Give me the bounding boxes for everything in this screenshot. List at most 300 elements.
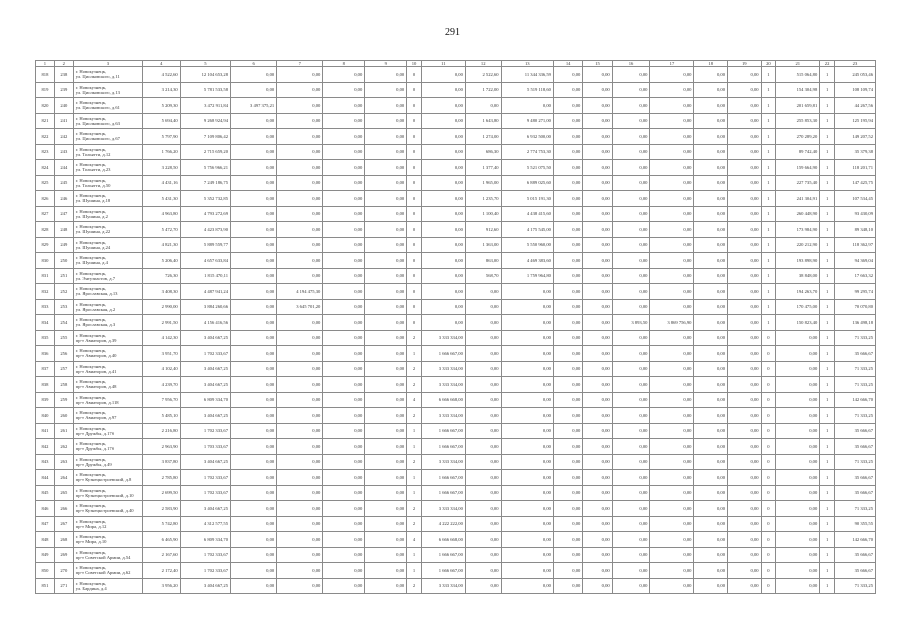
address-cell	[73, 361, 142, 377]
value-cell: 0,00	[323, 299, 365, 315]
address-street: ул. Шушина, д.22	[75, 229, 111, 235]
address-cell	[73, 284, 142, 300]
address-street: ул. Тольятти, д.12	[75, 151, 111, 157]
count-cell: 0	[761, 377, 776, 393]
cost-cell: 0,00	[776, 485, 820, 501]
value-cell: 0,00	[553, 82, 582, 98]
column-number-header: 11	[421, 61, 465, 67]
address-street: ул. Ярославская, д.2	[75, 306, 116, 312]
value-cell: 0,00	[728, 361, 762, 377]
count-cell: 0	[761, 485, 776, 501]
cost-cell: 0,00	[776, 408, 820, 424]
object-number-cell: 256	[54, 346, 73, 362]
count-cell: 1	[761, 222, 776, 238]
value-cell: 0,00	[694, 547, 728, 563]
value-cell: 0,00	[365, 470, 407, 486]
value-cell: 0,00	[694, 113, 728, 129]
address-city: г. Новокузнецк,	[75, 115, 107, 121]
value-cell: 0,00	[728, 315, 762, 331]
table-row	[36, 377, 876, 393]
cost-cell: 0,00	[776, 392, 820, 408]
address-cell	[73, 222, 142, 238]
value-cell: 0,00	[231, 144, 277, 160]
value-cell: 0,00	[612, 67, 650, 83]
value-cell: 0,00	[421, 206, 465, 222]
table-row	[36, 67, 876, 83]
cost-cell: 70 070,80	[834, 299, 875, 315]
address-street: пр-т Дружбы, д.17б	[75, 446, 115, 452]
value-cell: 0,00	[583, 253, 612, 269]
value-cell: 0,00	[553, 191, 582, 207]
value-cell: 0,00	[612, 547, 650, 563]
value-cell: 0,00	[277, 408, 323, 424]
address-cell	[73, 377, 142, 393]
value-cell: 0,00	[728, 206, 762, 222]
count-cell: 0	[761, 532, 776, 548]
cost-cell: 71 333,25	[834, 408, 875, 424]
value-cell: 0,00	[323, 516, 365, 532]
value-cell: 0,00	[323, 315, 365, 331]
object-number-cell: 241	[54, 113, 73, 129]
value-cell: 0,00	[728, 439, 762, 455]
value-cell: 1 666 667,00	[421, 346, 465, 362]
total-cost-cell: 3 404 667,25	[180, 361, 230, 377]
value-cell: 0,00	[694, 82, 728, 98]
column-number-header: 16	[612, 61, 650, 67]
value-cell: 0,00	[583, 330, 612, 346]
value-cell: 0,00	[612, 532, 650, 548]
value-cell: 0,00	[365, 516, 407, 532]
value-cell: 0,00	[650, 377, 694, 393]
value-cell: 0,00	[728, 516, 762, 532]
count-cell: 1	[820, 98, 835, 114]
value-cell: 0,00	[277, 315, 323, 331]
value-cell: 0,00	[728, 563, 762, 579]
value-cell: 0,00	[231, 516, 277, 532]
value-cell: 0,00	[501, 330, 553, 346]
value-cell: 0,00	[612, 129, 650, 145]
value-cell: 0,00	[650, 330, 694, 346]
value-cell: 4 222 222,00	[421, 516, 465, 532]
value-cell: 0,00	[583, 470, 612, 486]
value-cell: 0,00	[365, 253, 407, 269]
cost-cell: 17 663,32	[834, 268, 875, 284]
count-cell: 1	[761, 237, 776, 253]
value-cell: 0,00	[612, 237, 650, 253]
count-cell: 1	[761, 206, 776, 222]
value-cell: 4 438 415,60	[501, 206, 553, 222]
area-cell: 3 956,20	[142, 578, 180, 594]
object-number-cell: 271	[54, 578, 73, 594]
area-cell: 1 766,20	[142, 144, 180, 160]
address-city: г. Новокузнецк,	[75, 177, 107, 183]
object-number-cell: 262	[54, 439, 73, 455]
row-number-cell: 839	[36, 392, 55, 408]
count-cell: 1	[761, 253, 776, 269]
value-cell: 0,00	[694, 408, 728, 424]
address-cell	[73, 563, 142, 579]
value-cell: 0,00	[694, 454, 728, 470]
value-cell: 0,00	[694, 268, 728, 284]
area-cell: 4 142,30	[142, 330, 180, 346]
cost-cell: 35 666,67	[834, 346, 875, 362]
value-cell: 0,00	[612, 485, 650, 501]
value-cell: 0,00	[231, 330, 277, 346]
address-cell	[73, 67, 142, 83]
area-cell: 4 102,40	[142, 361, 180, 377]
value-cell: 0,00	[365, 361, 407, 377]
value-cell: 0,00	[323, 423, 365, 439]
cost-cell: 35 666,67	[834, 485, 875, 501]
value-cell: 0,00	[728, 82, 762, 98]
value-cell: 0,00	[465, 98, 501, 114]
value-cell: 0,00	[553, 532, 582, 548]
address-city: г. Новокузнецк,	[75, 286, 107, 292]
value-cell: 0,00	[650, 129, 694, 145]
value-cell: 0,00	[583, 222, 612, 238]
value-cell: 0,00	[231, 361, 277, 377]
value-cell: 0,00	[323, 408, 365, 424]
value-cell: 0,00	[650, 423, 694, 439]
address-street: ул. Ярославская, д.3	[75, 322, 116, 328]
area-cell: 3 228,50	[142, 160, 180, 176]
row-number-cell: 821	[36, 113, 55, 129]
total-cost-cell: 5 352 732,85	[180, 191, 230, 207]
cost-cell: 0,00	[776, 501, 820, 517]
column-number-header: 19	[728, 61, 762, 67]
value-cell: 0,00	[728, 532, 762, 548]
row-number-cell: 820	[36, 98, 55, 114]
count-cell: 1	[761, 160, 776, 176]
value-cell: 0,00	[612, 377, 650, 393]
value-cell: 0,00	[694, 392, 728, 408]
value-cell: 0,00	[612, 98, 650, 114]
total-cost-cell: 6 809 334,70	[180, 532, 230, 548]
value-cell: 0,00	[465, 284, 501, 300]
value-cell: 0,00	[583, 392, 612, 408]
value-cell: 0,00	[231, 237, 277, 253]
row-number-cell: 823	[36, 144, 55, 160]
address-cell	[73, 160, 142, 176]
column-number-header: 10	[407, 61, 422, 67]
address-cell	[73, 485, 142, 501]
object-number-cell: 264	[54, 470, 73, 486]
value-cell: 0,00	[694, 361, 728, 377]
value-cell: 0,00	[650, 578, 694, 594]
table-row	[36, 237, 876, 253]
value-cell: 0,00	[583, 408, 612, 424]
value-cell: 0,00	[465, 315, 501, 331]
cost-cell: 0,00	[776, 330, 820, 346]
value-cell: 0,00	[694, 470, 728, 486]
value-cell: 0,00	[553, 501, 582, 517]
value-cell: 5 521 075,50	[501, 160, 553, 176]
cost-cell: 71 333,25	[834, 454, 875, 470]
cost-cell: 0,00	[776, 454, 820, 470]
area-cell: 4 239,70	[142, 377, 180, 393]
value-cell: 0	[407, 144, 422, 160]
count-cell: 1	[820, 268, 835, 284]
value-cell: 3 497 375,21	[231, 98, 277, 114]
value-cell: 0,00	[277, 563, 323, 579]
value-cell: 0,00	[728, 98, 762, 114]
value-cell: 0,00	[612, 284, 650, 300]
column-number-header: 18	[694, 61, 728, 67]
value-cell: 0,00	[231, 160, 277, 176]
value-cell: 0,00	[323, 160, 365, 176]
value-cell: 0,00	[583, 516, 612, 532]
row-number-cell: 835	[36, 330, 55, 346]
value-cell: 0,00	[728, 547, 762, 563]
table-row	[36, 501, 876, 517]
value-cell: 3 333 334,00	[421, 454, 465, 470]
value-cell: 0,00	[277, 67, 323, 83]
value-cell: 0,00	[728, 346, 762, 362]
value-cell: 0,00	[728, 423, 762, 439]
value-cell: 0,00	[728, 113, 762, 129]
address-street: ул. Циолковского, д.13	[75, 89, 120, 95]
row-number-cell: 843	[36, 454, 55, 470]
value-cell: 0,00	[323, 563, 365, 579]
value-cell: 0,00	[501, 408, 553, 424]
value-cell: 0,00	[553, 98, 582, 114]
value-cell: 0,00	[501, 516, 553, 532]
value-cell: 0,00	[728, 144, 762, 160]
value-cell: 6 666 668,00	[421, 532, 465, 548]
value-cell: 0,00	[553, 346, 582, 362]
total-cost-cell: 7 249 186,75	[180, 175, 230, 191]
address-city: г. Новокузнецк,	[75, 301, 107, 307]
count-cell: 0	[761, 439, 776, 455]
value-cell: 0,00	[553, 67, 582, 83]
address-street: ул. Циолковского, д.63	[75, 120, 120, 126]
value-cell: 0,00	[650, 268, 694, 284]
address-cell	[73, 98, 142, 114]
area-cell: 4 431,16	[142, 175, 180, 191]
value-cell: 0,00	[323, 485, 365, 501]
value-cell: 4 194 475,30	[277, 284, 323, 300]
row-number-cell: 842	[36, 439, 55, 455]
value-cell: 0,00	[553, 175, 582, 191]
value-cell: 0,00	[277, 144, 323, 160]
value-cell: 0,00	[323, 268, 365, 284]
address-cell	[73, 423, 142, 439]
value-cell: 0,00	[323, 113, 365, 129]
address-city: г. Новокузнецк,	[75, 131, 107, 137]
value-cell: 0,00	[365, 237, 407, 253]
value-cell: 0,00	[501, 284, 553, 300]
cost-cell: 159 664,90	[776, 160, 820, 176]
value-cell: 0,00	[365, 206, 407, 222]
value-cell: 0,00	[553, 408, 582, 424]
value-cell: 0,00	[694, 330, 728, 346]
address-city: г. Новокузнецк,	[75, 239, 107, 245]
table-row	[36, 532, 876, 548]
value-cell: 0,00	[694, 299, 728, 315]
count-cell: 1	[820, 284, 835, 300]
object-number-cell: 265	[54, 485, 73, 501]
address-cell	[73, 175, 142, 191]
value-cell: 0,00	[553, 485, 582, 501]
value-cell: 0,00	[277, 346, 323, 362]
area-cell: 2 172,40	[142, 563, 180, 579]
value-cell: 6 889 025,60	[501, 175, 553, 191]
address-city: г. Новокузнецк,	[75, 456, 107, 462]
value-cell: 0,00	[650, 206, 694, 222]
count-cell: 1	[761, 129, 776, 145]
count-cell: 1	[820, 237, 835, 253]
table-row	[36, 485, 876, 501]
row-number-cell: 847	[36, 516, 55, 532]
object-number-cell: 269	[54, 547, 73, 563]
count-cell: 1	[820, 516, 835, 532]
area-cell: 5 472,70	[142, 222, 180, 238]
count-cell: 1	[820, 160, 835, 176]
object-number-cell: 259	[54, 392, 73, 408]
total-cost-cell: 3 404 667,25	[180, 454, 230, 470]
count-cell: 0	[761, 423, 776, 439]
value-cell: 0,00	[231, 268, 277, 284]
count-cell: 1	[820, 454, 835, 470]
cost-cell: 89 348,10	[834, 222, 875, 238]
value-cell: 0,00	[650, 222, 694, 238]
count-cell: 1	[761, 315, 776, 331]
value-cell: 0,00	[365, 439, 407, 455]
address-street: ул. Шушина, д.4	[75, 260, 108, 266]
value-cell: 0	[407, 268, 422, 284]
value-cell: 0,00	[553, 392, 582, 408]
value-cell: 0,00	[583, 439, 612, 455]
object-number-cell: 251	[54, 268, 73, 284]
value-cell: 0,00	[650, 501, 694, 517]
value-cell: 0,00	[694, 175, 728, 191]
total-cost-cell: 1 702 333,67	[180, 346, 230, 362]
value-cell: 0,00	[365, 532, 407, 548]
value-cell: 0,00	[277, 547, 323, 563]
object-number-cell: 246	[54, 191, 73, 207]
cost-cell: 0,00	[776, 423, 820, 439]
value-cell: 0,00	[728, 191, 762, 207]
value-cell: 0,00	[583, 377, 612, 393]
value-cell: 0,00	[323, 98, 365, 114]
cost-cell: 71 333,25	[834, 361, 875, 377]
value-cell: 0,00	[365, 222, 407, 238]
address-street: пр-т Мира, д.10	[75, 539, 107, 545]
value-cell: 0,00	[553, 315, 582, 331]
value-cell: 0,00	[612, 392, 650, 408]
value-cell: 0,00	[323, 82, 365, 98]
address-cell	[73, 392, 142, 408]
value-cell: 0,00	[553, 516, 582, 532]
count-cell: 1	[820, 206, 835, 222]
cost-cell: 220 212,90	[776, 237, 820, 253]
value-cell: 0,00	[501, 439, 553, 455]
value-cell: 0,00	[612, 191, 650, 207]
address-city: г. Новокузнецк,	[75, 487, 107, 493]
table-row	[36, 160, 876, 176]
count-cell: 0	[761, 454, 776, 470]
value-cell: 0,00	[694, 485, 728, 501]
cost-cell: 71 333,25	[834, 330, 875, 346]
value-cell: 0,00	[501, 501, 553, 517]
object-number-cell: 258	[54, 377, 73, 393]
value-cell: 0,00	[365, 315, 407, 331]
area-cell: 2 990,00	[142, 299, 180, 315]
value-cell: 0,00	[650, 144, 694, 160]
cost-cell: 108 109,74	[834, 82, 875, 98]
value-cell: 3 333 334,00	[421, 377, 465, 393]
value-cell: 0,00	[365, 144, 407, 160]
count-cell: 1	[820, 532, 835, 548]
cost-cell: 136 498,18	[834, 315, 875, 331]
column-number-header: 12	[465, 61, 501, 67]
value-cell: 568,70	[465, 268, 501, 284]
value-cell: 0,00	[365, 82, 407, 98]
value-cell: 0	[407, 160, 422, 176]
value-cell: 0,00	[501, 299, 553, 315]
value-cell: 0,00	[465, 346, 501, 362]
object-number-cell: 270	[54, 563, 73, 579]
row-number-cell: 846	[36, 501, 55, 517]
column-number-header: 14	[553, 61, 582, 67]
table-row	[36, 191, 876, 207]
count-cell: 1	[820, 408, 835, 424]
table-row	[36, 392, 876, 408]
value-cell: 0,00	[231, 222, 277, 238]
value-cell: 0,00	[365, 485, 407, 501]
cost-cell: 193 898,90	[776, 253, 820, 269]
value-cell: 0,00	[231, 408, 277, 424]
value-cell: 0,00	[694, 563, 728, 579]
column-number-header: 23	[834, 61, 875, 67]
value-cell: 0,00	[728, 485, 762, 501]
address-city: г. Новокузнецк,	[75, 503, 107, 509]
address-cell	[73, 268, 142, 284]
value-cell: 0,00	[365, 330, 407, 346]
value-cell: 0,00	[728, 330, 762, 346]
total-cost-cell: 3 884 260,66	[180, 299, 230, 315]
address-street: пр-т Мира, д.12	[75, 523, 107, 529]
value-cell: 0,00	[231, 392, 277, 408]
value-cell: 0,00	[277, 237, 323, 253]
cost-cell: 142 666,70	[834, 392, 875, 408]
count-cell: 1	[820, 222, 835, 238]
count-cell: 1	[820, 82, 835, 98]
address-street: пр-т Авиаторов, д.39	[75, 337, 117, 343]
value-cell: 0,00	[323, 222, 365, 238]
value-cell: 0,00	[694, 578, 728, 594]
address-street: ул. Шушина, д.18	[75, 198, 111, 204]
value-cell: 2	[407, 377, 422, 393]
address-city: г. Новокузнецк,	[75, 363, 107, 369]
column-number-header: 20	[761, 61, 776, 67]
object-number-cell: 260	[54, 408, 73, 424]
object-number-cell: 250	[54, 253, 73, 269]
object-number-cell: 266	[54, 501, 73, 517]
value-cell: 0,00	[583, 237, 612, 253]
address-street: ул. Циолковского, д.67	[75, 136, 120, 142]
value-cell: 0,00	[277, 485, 323, 501]
value-cell: 0,00	[583, 67, 612, 83]
count-cell: 1	[820, 315, 835, 331]
value-cell: 0,00	[365, 98, 407, 114]
total-cost-cell: 5 889 559,77	[180, 237, 230, 253]
count-cell: 1	[820, 346, 835, 362]
address-city: г. Новокузнецк,	[75, 317, 107, 323]
row-number-cell: 845	[36, 485, 55, 501]
object-number-cell: 245	[54, 175, 73, 191]
row-number-cell: 833	[36, 299, 55, 315]
